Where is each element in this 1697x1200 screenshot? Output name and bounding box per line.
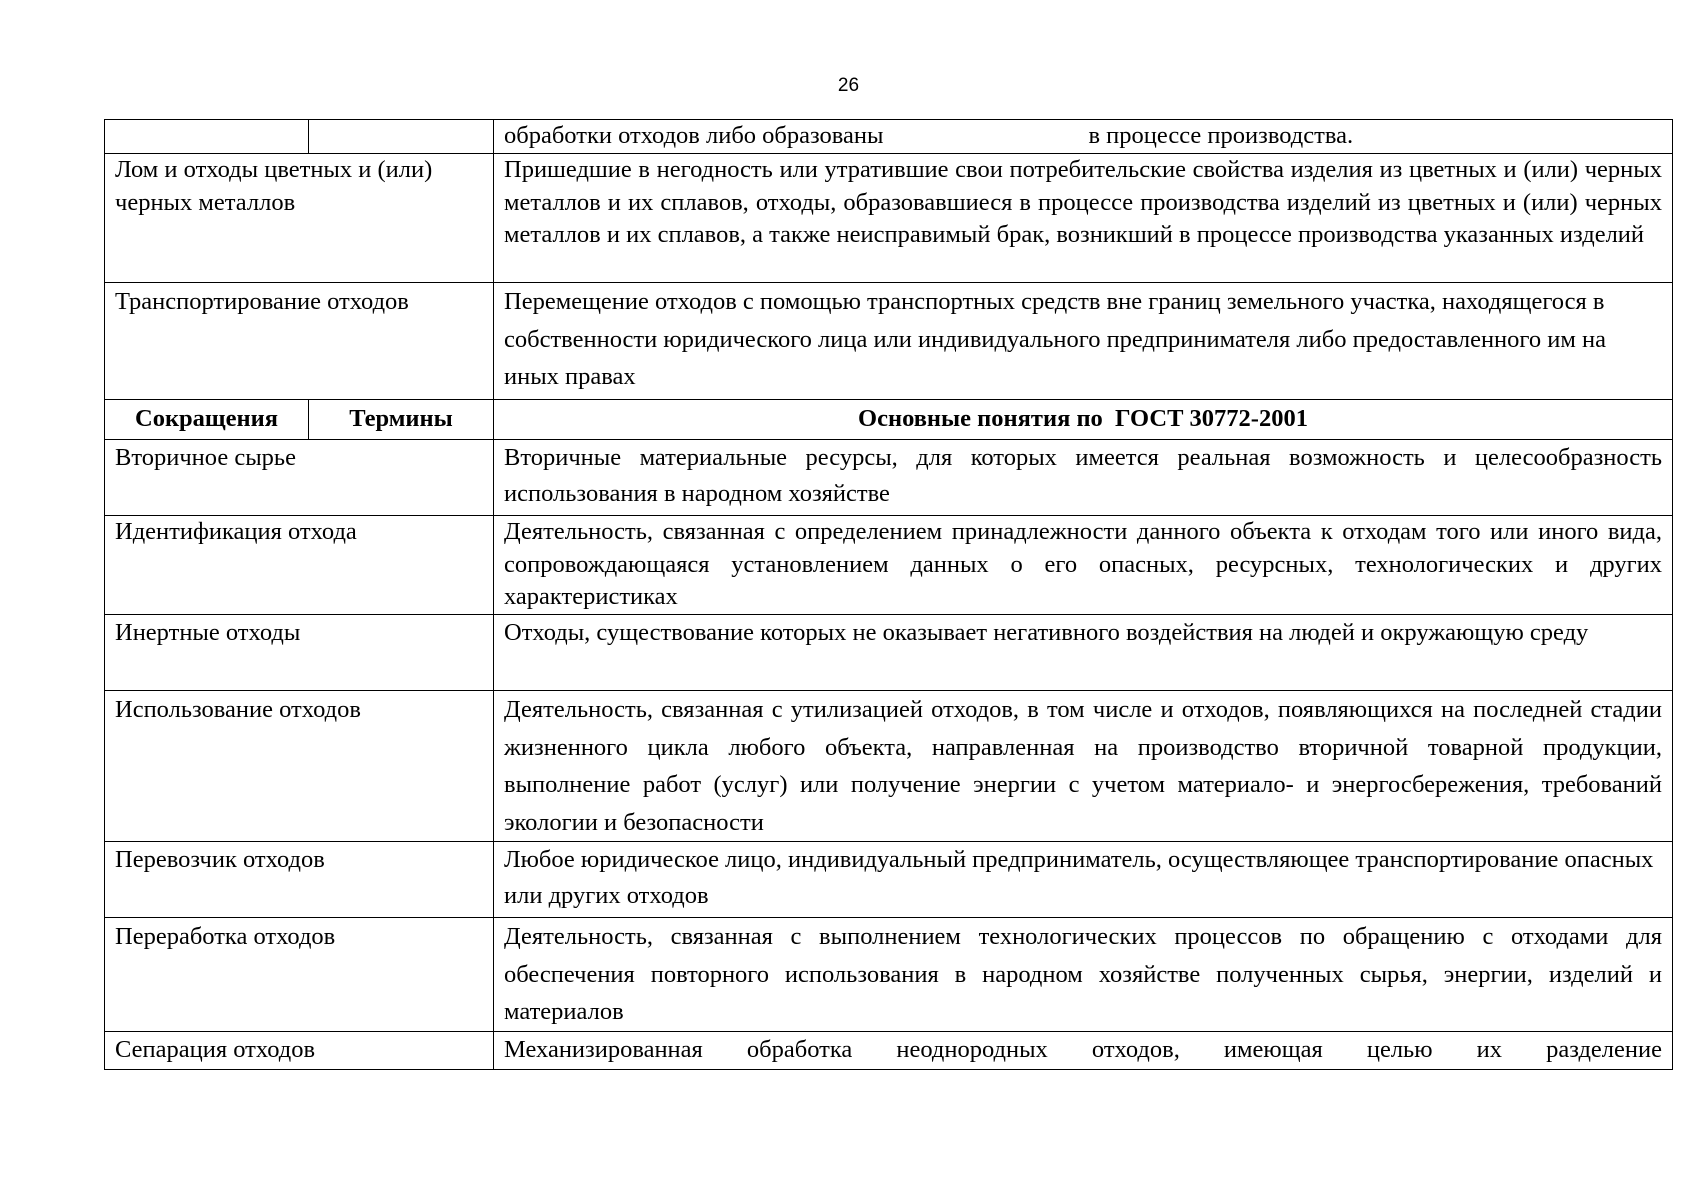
definition-cell [494,1031,1673,1069]
definition-text: Деятельность, связанная с выполнением технологических процессов по обращению с отходами для обеспечения повторного использования в народном хозяйстве полученных сырья, энергии, изделий и материалов [504,923,1662,1025]
table-cell-empty [105,120,309,154]
definition-text: Деятельность, связанная с утилизацией отходов, в том числе и отходов, появляющихся на последней стадии жизненного цикла любого объекта, направленная на производство вторичной товарной продукции, выполнение работ (услуг) или получение энергии с учетом материало- и энергосбережения, требований экологии и безопасности [504,696,1662,836]
definition-cell [494,615,1673,691]
term-text: Лом и отходы цветных и (или) черных металлов [115,156,433,216]
term-cell [105,691,494,842]
term-cell [105,283,494,400]
definition-text: Деятельность, связанная с определением принадлежности данного объекта к отходам того или иного вида, сопровождающаяся установлением данных о его опасных, ресурсных, технологических и других характеристиках [504,518,1662,610]
header-abbreviations: Сокращения [105,400,309,440]
term-cell [105,1031,494,1069]
term-text: Транспортирование отходов [115,288,409,315]
term-text: Использование отходов [115,696,361,723]
terms-table [104,119,1673,1070]
table-row [105,440,1673,516]
term-text: Инертные отходы [115,619,301,646]
table-row [105,516,1673,615]
definition-cell [494,120,1673,154]
term-text: Перевозчик отходов [115,846,325,873]
table-cell-empty [309,120,494,154]
table-row-continued [105,120,1673,154]
table-row [105,691,1673,842]
table-row [105,842,1673,918]
definition-text: Отходы, существование которых не оказывает негативного воздействия на людей и окружающую среду [504,619,1589,646]
table-row [105,918,1673,1032]
term-cell [105,154,494,283]
definition-text: Механизированная обработка неоднородных отходов, имеющая целью их разделение [504,1035,1662,1063]
term-cell [105,516,494,615]
term-text: Вторичное сырье [115,444,296,471]
definition-text-part1: обработки отходов либо образованы [504,122,884,149]
term-cell [105,842,494,918]
table-header-row [105,400,1673,440]
definition-cell [494,691,1673,842]
header-concepts: Основные понятия по ГОСТ 30772-2001 [494,400,1673,440]
definition-cell [494,440,1673,516]
definition-cell [494,516,1673,615]
table-row [105,1031,1673,1069]
term-text: Переработка отходов [115,923,336,950]
header-terms: Термины [309,400,494,440]
definition-text: Любое юридическое лицо, индивидуальный предприниматель, осуществляющее транспортирование опасных или других отходов [504,846,1654,909]
definition-text: Вторичные материальные ресурсы, для которых имеется реальная возможность и целесообразность использования в народном хозяйстве [504,444,1662,507]
table-row [105,615,1673,691]
page-number: 26 [837,75,860,96]
definition-cell [494,842,1673,918]
definition-cell [494,918,1673,1032]
term-cell [105,918,494,1032]
definition-text: Перемещение отходов с помощью транспортных средств вне границ земельного участка, находящегося в собственности юридического лица или индивидуального предпринимателя либо предоставленного им на иных правах [504,288,1606,390]
term-cell [105,615,494,691]
definition-cell [494,283,1673,400]
definition-text-part2: в процессе производства. [1088,122,1354,149]
term-text: Сепарация отходов [115,1035,316,1063]
term-cell [105,440,494,516]
table-row [105,283,1673,400]
term-text: Идентификация отхода [115,518,357,545]
definition-text: Пришедшие в негодность или утратившие свои потребительские свойства изделия из цветных и (или) черных металлов и их сплавов, отходы, образовавшиеся в процессе производства изделий из цветных и (или) черных металлов и их сплавов, а также неисправимый брак, возникший в процессе производства указанных изделий [504,156,1662,248]
definition-cell [494,154,1673,283]
table-row [105,154,1673,283]
